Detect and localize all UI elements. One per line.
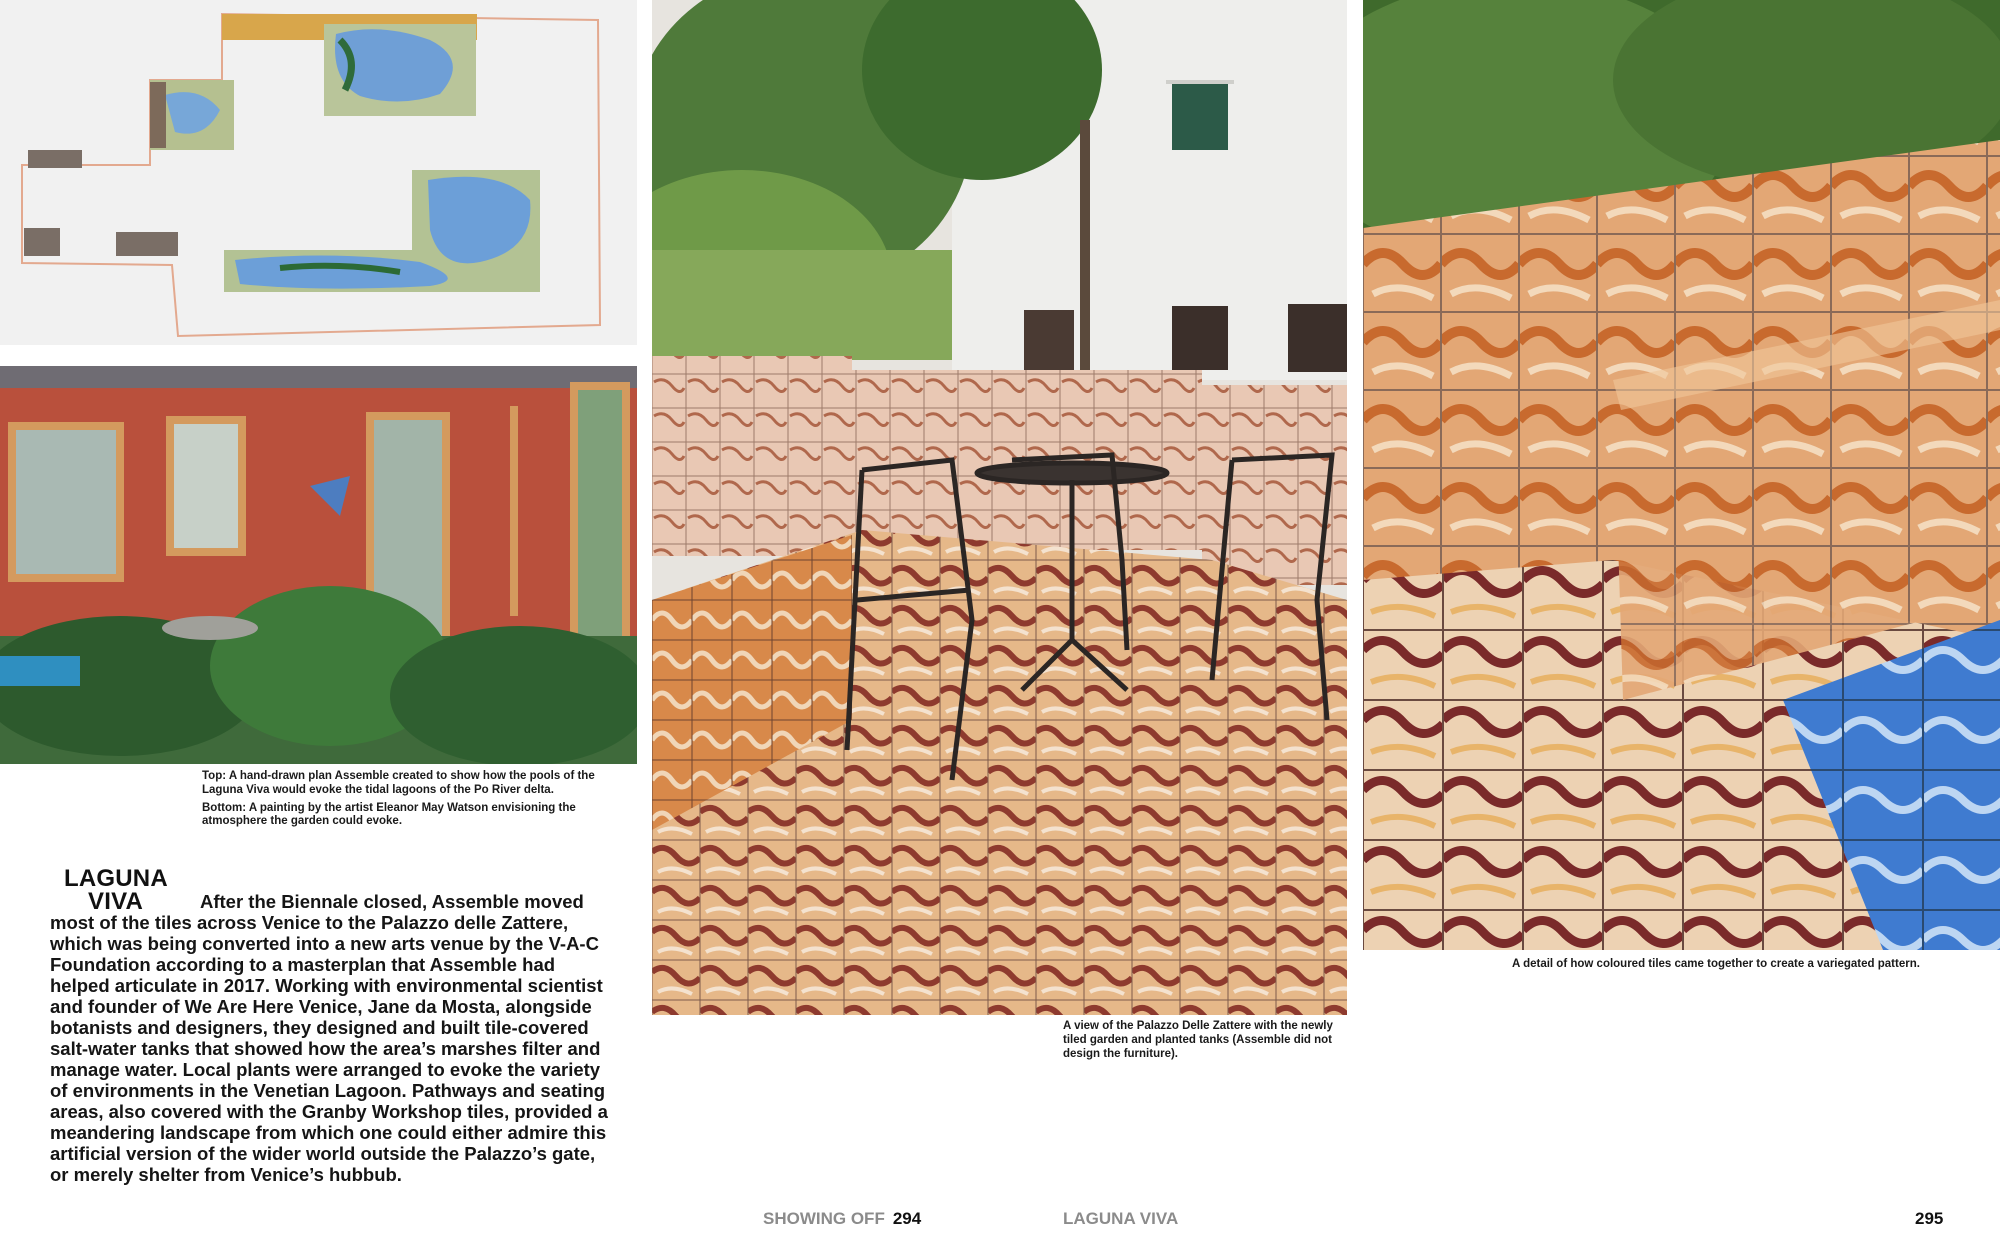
footer-left-page-number: 294 [892,1209,922,1228]
plan-caption: Top: A hand-drawn plan Assemble created to show how the pools of the Laguna Viva would evoke the tidal lagoons of the Po River delta. [202,770,595,796]
footer-right-section: LAGUNA VIVA [1063,1209,1179,1228]
footer-left [763,1209,921,1229]
heading-line-2: VIVA [88,887,144,915]
view-caption: A view of the Palazzo Delle Zattere with the newly tiled garden and planted tanks (Assemble did not design the furniture). [1063,1020,1333,1060]
footer-right-page-number: 295 [1915,1209,1944,1228]
heading-line-1: LAGUNA [64,865,168,892]
footer-left-section: SHOWING OFF [763,1209,885,1228]
painting-caption: Bottom: A painting by the artist Eleanor May Watson envisioning the atmosphere the garden could evoke. [202,801,576,828]
tile-detail-photo [1363,0,2000,950]
detail-caption: A detail of how coloured tiles came together to create a variegated pattern. [1512,958,1920,970]
article-body: After the Biennale closed, Assemble moved most of the tiles across Venice to the Palazzo delle Zattere, which was being converted into a new arts venue by the V-A-C Foundation according to a masterplan that Assemble had helped articulate in 2017. Working with environmental scientist and founder of We Are Here Venice, Jane da Mosta, alongside botanists and designers, they designed and built tile-covered salt-water tanks that showed how the area’s marshes filter and manage water. Local plants were arranged to evoke the variety of environments in the Venetian Lagoon. Pathways and seating areas, also covered with the Granby Workshop tiles, provided a meandering landscape from which one could either admire this artificial version of the wider world outside the Palazzo’s gate, or merely shelter from Venice’s hubbub. [50,891,608,1185]
painting-image [0,366,637,764]
plan-drawing-image [0,0,637,345]
courtyard-photo [652,0,1347,1015]
